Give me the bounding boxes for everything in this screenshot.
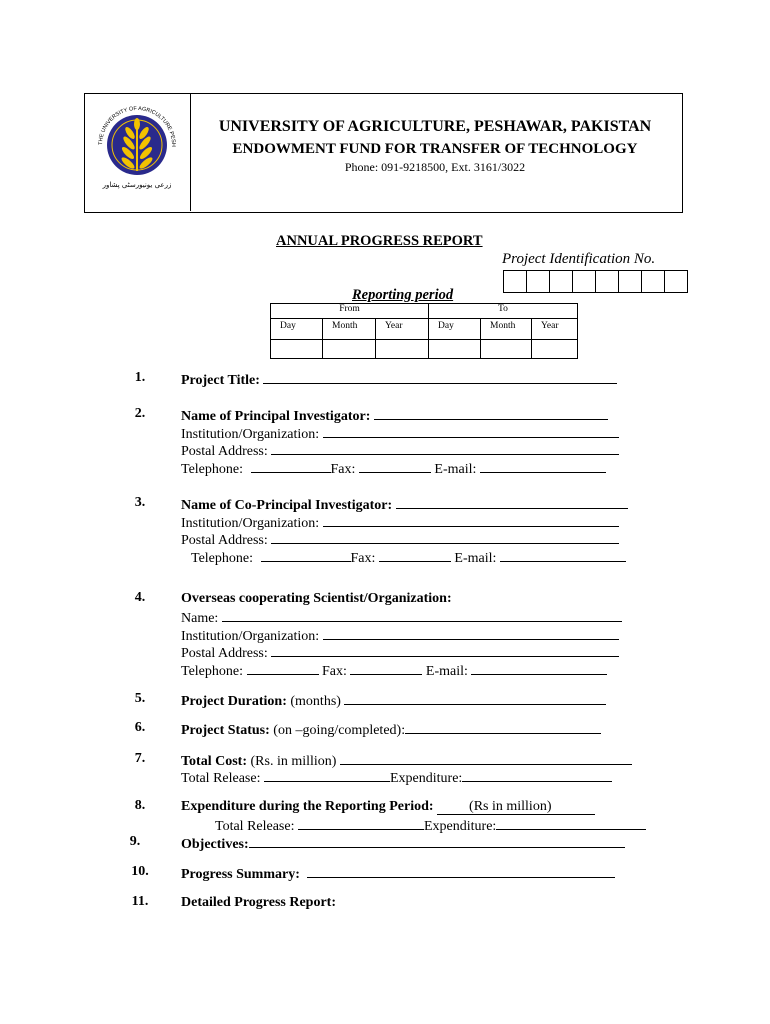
from-month-label: Month (323, 319, 376, 340)
copi-institution-field[interactable] (323, 513, 619, 527)
period-release-field[interactable] (298, 816, 424, 830)
overseas-contact-row (181, 661, 607, 680)
project-id-digit[interactable] (504, 271, 527, 292)
email-label: E-mail: (425, 664, 468, 679)
project-id-digit[interactable] (550, 271, 573, 292)
pi-name-row (181, 406, 608, 425)
pi-fax-field[interactable] (359, 459, 431, 473)
item-number: 5. (134, 691, 146, 706)
expenditure-field[interactable] (462, 768, 612, 782)
to-day-label: Day (429, 319, 481, 340)
from-year-label: Year (376, 319, 429, 340)
institution-label: Institution/Organization: (181, 629, 320, 644)
logo-cell (84, 93, 191, 211)
copi-email-field[interactable] (500, 548, 626, 562)
reporting-period-table (270, 303, 578, 359)
pi-email-field[interactable] (480, 459, 606, 473)
pi-institution-field[interactable] (323, 424, 619, 438)
logo-urdu-text: زرعی یونیورسٹی پشاور (102, 181, 172, 189)
period-from-header: From (271, 304, 429, 319)
expenditure-label: Expenditure: (390, 771, 463, 786)
telephone-label: Telephone: (191, 551, 253, 566)
from-month-input[interactable] (323, 340, 376, 359)
detailed-report-label: Detailed Progress Report: (181, 895, 336, 910)
fax-label: Fax: (330, 462, 356, 477)
period-expenditure-field[interactable] (496, 816, 646, 830)
overseas-name-row (181, 608, 622, 627)
postal-label: Postal Address: (181, 533, 268, 548)
expenditure-period-label: Expenditure during the Reporting Period: (181, 799, 434, 814)
copi-contact-row (191, 548, 626, 567)
total-cost-field[interactable] (340, 751, 632, 765)
overseas-name-field[interactable] (222, 608, 622, 622)
fax-label: Fax: (322, 664, 347, 679)
overseas-telephone-field[interactable] (247, 661, 319, 675)
phone-info: Phone: 091-9218500, Ext. 3161/3022 (344, 160, 526, 174)
status-row (181, 720, 601, 739)
fax-label: Fax: (350, 551, 376, 566)
progress-summary-field[interactable] (307, 864, 615, 878)
institution-label: Institution/Organization: (181, 516, 320, 531)
duration-unit: (months) (290, 694, 341, 709)
period-to-header: To (429, 304, 578, 319)
duration-row (181, 691, 606, 710)
postal-label: Postal Address: (181, 444, 268, 459)
item-number: 9. (129, 834, 141, 849)
copi-name-field[interactable] (396, 495, 628, 509)
to-year-label: Year (532, 319, 578, 340)
university-title: UNIVERSITY OF AGRICULTURE, PESHAWAR, PAKISTAN (218, 118, 652, 135)
status-field[interactable] (405, 720, 601, 734)
item-number: 6. (134, 720, 146, 735)
progress-summary-row (181, 864, 615, 883)
item-number: 2. (134, 406, 146, 421)
item-number: 1. (134, 370, 146, 385)
to-year-input[interactable] (532, 340, 578, 359)
project-title-row (181, 370, 617, 389)
reporting-period-label: Reporting period (352, 287, 454, 303)
period-release-row (215, 816, 646, 835)
email-label: E-mail: (454, 551, 497, 566)
item-number: 7. (134, 751, 146, 766)
to-month-label: Month (481, 319, 532, 340)
from-day-label: Day (271, 319, 323, 340)
email-label: E-mail: (434, 462, 477, 477)
objectives-field[interactable] (249, 834, 625, 848)
project-title-field[interactable] (263, 370, 617, 384)
copi-postal-field[interactable] (271, 530, 619, 544)
detailed-report-row (181, 894, 336, 911)
university-logo (84, 93, 190, 211)
postal-label: Postal Address: (181, 646, 268, 661)
pi-postal-row (181, 441, 619, 460)
project-id-digit[interactable] (596, 271, 619, 292)
logo-ring-text: THE UNIVERSITY OF AGRICULTURE PESH (97, 105, 177, 147)
objectives-row (181, 834, 625, 853)
project-id-digit[interactable] (619, 271, 642, 292)
overseas-fax-field[interactable] (350, 661, 422, 675)
total-release-field[interactable] (264, 768, 390, 782)
pi-contact-row (181, 459, 606, 478)
pi-name-field[interactable] (374, 406, 608, 420)
project-id-boxes[interactable] (503, 270, 688, 293)
overseas-email-field[interactable] (471, 661, 607, 675)
report-title: ANNUAL PROGRESS REPORT (276, 233, 483, 249)
overseas-label: Overseas cooperating Scientist/Organization: (181, 591, 452, 606)
overseas-postal-row (181, 643, 619, 662)
to-month-input[interactable] (481, 340, 532, 359)
pi-postal-field[interactable] (271, 441, 619, 455)
copi-name-row (181, 495, 628, 514)
copi-fax-field[interactable] (379, 548, 451, 562)
item-number: 4. (134, 590, 146, 605)
name-label: Name: (181, 611, 219, 626)
project-id-digit[interactable] (665, 271, 687, 292)
status-hint: (on –going/completed): (273, 723, 406, 738)
item-number: 11. (131, 894, 149, 909)
project-id-digit[interactable] (573, 271, 596, 292)
copi-postal-row (181, 530, 619, 549)
overseas-heading-row (181, 590, 452, 607)
status-label: Project Status: (181, 723, 270, 738)
project-id-digit[interactable] (642, 271, 665, 292)
from-year-input[interactable] (376, 340, 429, 359)
fund-title: ENDOWMENT FUND FOR TRANSFER OF TECHNOLOGY (232, 141, 638, 157)
duration-field[interactable] (344, 691, 606, 705)
expenditure-period-row (181, 798, 595, 815)
project-title-label: Project Title: (181, 373, 260, 388)
total-release-label: Total Release: (181, 771, 261, 786)
from-day-input[interactable] (271, 340, 323, 359)
overseas-postal-field[interactable] (271, 643, 619, 657)
total-cost-label: Total Cost: (181, 754, 247, 769)
total-cost-unit: (Rs. in million) (250, 754, 337, 769)
item-number: 3. (134, 495, 146, 510)
objectives-label: Objectives: (181, 837, 249, 852)
pi-name-label: Name of Principal Investigator: (181, 409, 371, 424)
expenditure-period-unit[interactable]: (Rs in million) (437, 799, 595, 815)
duration-label: Project Duration: (181, 694, 287, 709)
item-number: 10. (131, 864, 149, 879)
telephone-label: Telephone: (181, 462, 243, 477)
pi-telephone-field[interactable] (251, 459, 331, 473)
progress-summary-label: Progress Summary: (181, 867, 300, 882)
to-day-input[interactable] (429, 340, 481, 359)
overseas-institution-field[interactable] (323, 626, 619, 640)
total-release-row (181, 768, 612, 787)
project-id-digit[interactable] (527, 271, 550, 292)
copi-telephone-field[interactable] (261, 548, 351, 562)
expenditure-label: Expenditure: (424, 819, 497, 834)
item-number: 8. (134, 798, 146, 813)
project-id-label: Project Identification No. (502, 251, 656, 267)
total-release-label: Total Release: (215, 819, 295, 834)
telephone-label: Telephone: (181, 664, 243, 679)
institution-label: Institution/Organization: (181, 427, 320, 442)
copi-name-label: Name of Co-Principal Investigator: (181, 498, 393, 513)
